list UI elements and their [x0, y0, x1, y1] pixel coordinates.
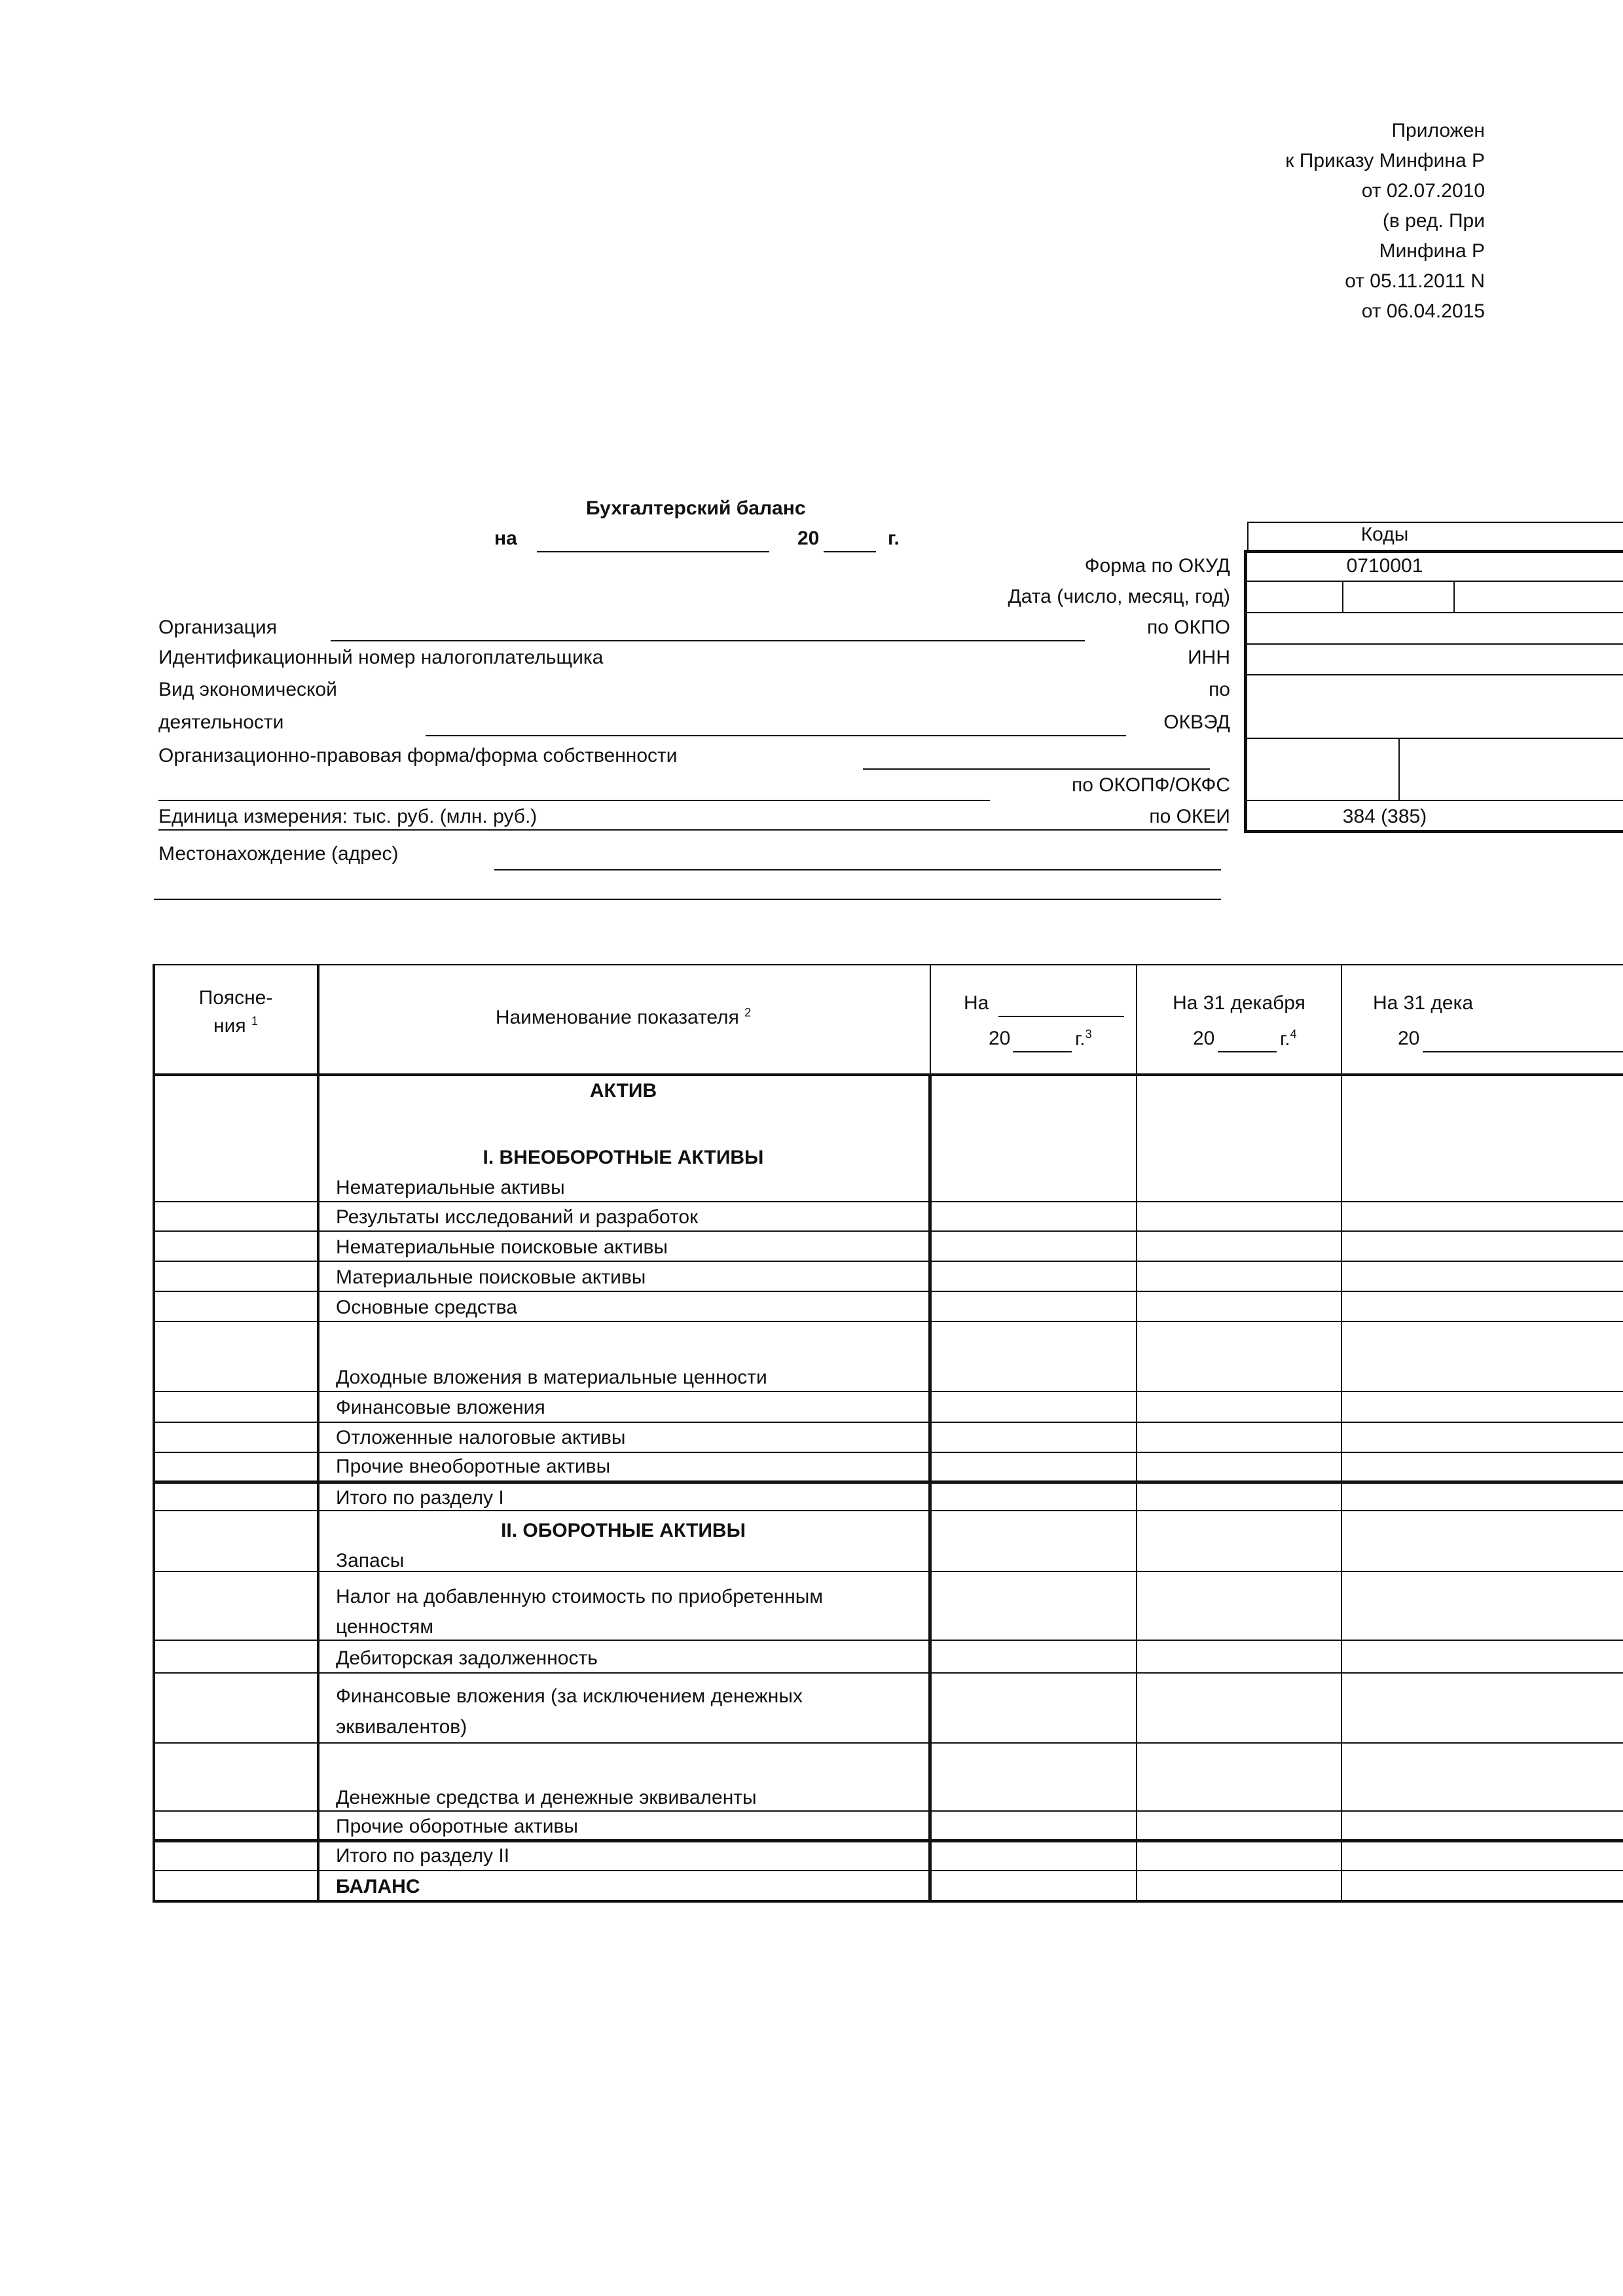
col-date1-line	[998, 1016, 1124, 1017]
row-label: Доходные вложения в материальные ценности	[336, 1367, 767, 1388]
activity-label-1: Вид экономической	[158, 679, 337, 700]
okved-label-2: ОКВЭД	[1163, 711, 1230, 733]
okud-label: Форма по ОКУД	[1084, 555, 1230, 577]
col-date3-year: 20	[1398, 1028, 1420, 1049]
title-year-line	[824, 551, 876, 552]
row-label: ценностям	[336, 1616, 433, 1638]
title-na: на	[494, 528, 517, 549]
page-title: Бухгалтерский баланс	[586, 497, 806, 519]
col-date1-year: 20	[989, 1028, 1011, 1049]
row-label: Налог на добавленную стоимость по приобретенным	[336, 1586, 823, 1607]
row-label: Нематериальные активы	[336, 1177, 565, 1198]
row-label: Итого по разделу II	[336, 1845, 510, 1867]
date-label: Дата (число, месяц, год)	[1008, 586, 1230, 607]
section2-header: II. ОБОРОТНЫЕ АКТИВЫ	[501, 1520, 746, 1541]
okud-value: 0710001	[1346, 555, 1423, 577]
row-label: Финансовые вложения	[336, 1397, 545, 1418]
row-label: Денежные средства и денежные эквиваленты	[336, 1787, 757, 1808]
col-date3-header: На 31 дека	[1373, 992, 1474, 1014]
appendix-line: к Приказу Минфина Р	[1285, 150, 1485, 171]
activity-label-2: деятельности	[158, 711, 284, 733]
okei-value: 384 (385)	[1342, 806, 1427, 827]
row-label: Отложенные налоговые активы	[336, 1427, 626, 1448]
row-label: Нематериальные поисковые активы	[336, 1236, 668, 1258]
row-label: Прочие оборотные активы	[336, 1816, 578, 1837]
row-label: Материальные поисковые активы	[336, 1266, 646, 1288]
organization-field[interactable]	[331, 640, 1085, 641]
col-date1-na: На	[964, 992, 989, 1014]
row-label: Результаты исследований и разработок	[336, 1206, 699, 1228]
inn-label: ИНН	[1188, 647, 1230, 668]
row-label: Финансовые вложения (за исключением денежных	[336, 1685, 803, 1707]
legal-form-label: Организационно-правовая форма/форма собственности	[158, 745, 678, 766]
appendix-line: Минфина Р	[1379, 240, 1485, 262]
inn-field-label: Идентификационный номер налогоплательщика	[158, 647, 604, 668]
row-label: Итого по разделу I	[336, 1487, 504, 1509]
title-year-suffix: г.	[888, 528, 900, 549]
okpo-label: по ОКПО	[1147, 617, 1230, 638]
title-year-prefix: 20	[797, 528, 820, 549]
organization-label: Организация	[158, 617, 277, 638]
appendix-line: от 02.07.2010	[1361, 180, 1485, 202]
col-date2-year: 20	[1193, 1028, 1215, 1049]
legal-form-field-2[interactable]	[158, 800, 990, 801]
col-date1-g: г.$^3$	[1075, 1028, 1092, 1050]
appendix-line: от 06.04.2015	[1361, 300, 1485, 322]
codes-header: Коды	[1360, 524, 1409, 545]
unit-line	[158, 829, 1228, 831]
col-date2-g: г.$^4$	[1280, 1028, 1297, 1050]
row-label: Дебиторская задолженность	[336, 1647, 598, 1669]
address-label: Местонахождение (адрес)	[158, 843, 399, 865]
activity-field[interactable]	[426, 735, 1126, 736]
aktiv-header: АКТИВ	[589, 1080, 657, 1102]
title-date-line	[537, 551, 769, 552]
row-label: Прочие внеоборотные активы	[336, 1456, 611, 1477]
row-label: Основные средства	[336, 1297, 517, 1318]
row-label: Запасы	[336, 1550, 405, 1571]
col-date2-header: На 31 декабря	[1173, 992, 1305, 1014]
unit-label: Единица измерения: тыс. руб. (млн. руб.)	[158, 806, 538, 827]
okopf-label: по ОКОПФ/ОКФС	[1071, 774, 1230, 796]
appendix-line: Приложен	[1391, 120, 1485, 141]
appendix-line: от 05.11.2011 N	[1345, 270, 1485, 292]
address-field-2[interactable]	[154, 899, 1221, 900]
col-indicator-header: Наименование показателя $^2$	[495, 1006, 752, 1028]
row-label-balance: БАЛАНС	[336, 1876, 420, 1897]
address-field-1[interactable]	[494, 869, 1221, 870]
row-label: эквивалентов)	[336, 1716, 467, 1738]
col-explanations-header: Поясне- ния $^1$	[198, 987, 273, 1037]
okved-label-1: по	[1209, 679, 1230, 700]
appendix-line: (в ред. При	[1382, 210, 1485, 232]
section1-header: I. ВНЕОБОРОТНЫЕ АКТИВЫ	[483, 1147, 764, 1168]
okei-label: по ОКЕИ	[1149, 806, 1230, 827]
legal-form-field-1[interactable]	[863, 768, 1210, 770]
